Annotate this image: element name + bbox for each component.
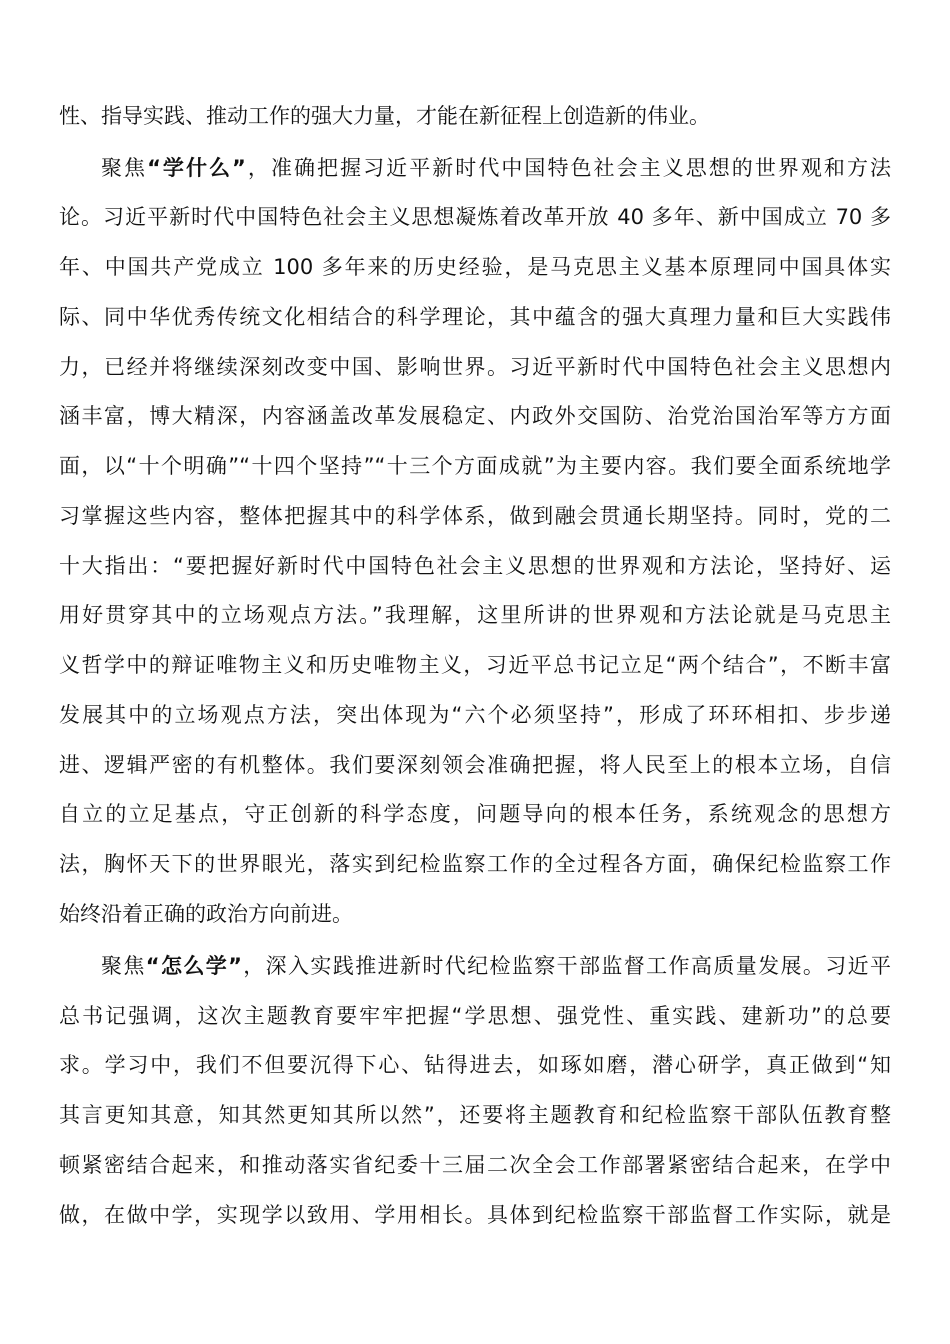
paragraph-3-line: 总书记强调，这次主题教育要牢牢把握“学思想、强党性、重实践、建新功”的总要: [59, 1004, 891, 1028]
paragraph-3-lead: 聚焦: [101, 954, 146, 978]
paragraph-3-first-line-rest: ，深入实践推进新时代纪检监察干部监督工作高质量发展。习近平: [241, 954, 891, 978]
paragraph-2-line: 用好贯穿其中的立场观点方法。”我理解，这里所讲的世界观和方法论就是马克思主: [59, 603, 891, 627]
paragraph-2-lead: 聚焦: [101, 156, 148, 180]
paragraph-2-line: 发展其中的立场观点方法，突出体现为“六个必须坚持”，形成了环环相扣、步步递: [59, 703, 891, 727]
paragraph-1-line: 性、指导实践、推动工作的强大力量，才能在新征程上创造新的伟业。: [59, 104, 710, 128]
paragraph-2-line: 年、中国共产党成立 100 多年来的历史经验，是马克思主义基本原理同中国具体实: [59, 255, 891, 279]
paragraph-2-line: 面，以“十个明确”“十四个坚持”“十三个方面成就”为主要内容。我们要全面系统地学: [59, 454, 891, 478]
paragraph-2-line: 十大指出：“要把握好新时代中国特色社会主义思想的世界观和方法论，坚持好、运: [59, 554, 891, 578]
paragraph-2-line: 力，已经并将继续深刻改变中国、影响世界。习近平新时代中国特色社会主义思想内: [59, 355, 891, 379]
paragraph-2-line: 论。习近平新时代中国特色社会主义思想凝炼着改革开放 40 多年、新中国成立 70 多: [59, 205, 891, 229]
paragraph-2-line: 涵丰富，博大精深，内容涵盖改革发展稳定、内政外交国防、治党治国治军等方方面: [59, 404, 891, 428]
paragraph-3-heading: “怎么学”: [145, 954, 242, 978]
paragraph-2-line: 始终沿着正确的政治方向前进。: [59, 902, 353, 926]
paragraph-2-heading: “学什么”: [147, 156, 246, 180]
paragraph-2-line: 习掌握这些内容，整体把握其中的科学体系，做到融会贯通长期坚持。同时，党的二: [59, 504, 891, 528]
paragraph-3-line: 做，在做中学，实现学以致用、学用相长。具体到纪检监察干部监督工作实际，就是: [59, 1203, 891, 1227]
paragraph-3-line: 顿紧密结合起来，和推动落实省纪委十三届二次全会工作部署紧密结合起来，在学中: [59, 1153, 891, 1177]
paragraph-3-first-line: [101, 948, 891, 984]
paragraph-2-line: 自立的立足基点，守正创新的科学态度，问题导向的根本任务，系统观念的思想方: [59, 802, 891, 826]
paragraph-2-first-line-rest: ，准确把握习近平新时代中国特色社会主义思想的世界观和方法: [245, 156, 892, 180]
paragraph-2-first-line: [101, 150, 891, 186]
paragraph-2-line: 进、逻辑严密的有机整体。我们要深刻领会准确把握，将人民至上的根本立场，自信: [59, 753, 891, 777]
paragraph-2-line: 法，胸怀天下的世界眼光，落实到纪检监察工作的全过程各方面，确保纪检监察工作: [59, 852, 891, 876]
paragraph-2-line: 际、同中华优秀传统文化相结合的科学理论，其中蕴含的强大真理力量和巨大实践伟: [59, 305, 891, 329]
paragraph-3-line: 求。学习中，我们不但要沉得下心、钻得进去，如琢如磨，潜心研学，真正做到“知: [59, 1053, 891, 1077]
paragraph-3-line: 其言更知其意，知其然更知其所以然”，还要将主题教育和纪检监察干部队伍教育整: [59, 1103, 891, 1127]
paragraph-2-line: 义哲学中的辩证唯物主义和历史唯物主义，习近平总书记立足“两个结合”，不断丰富: [59, 653, 891, 677]
